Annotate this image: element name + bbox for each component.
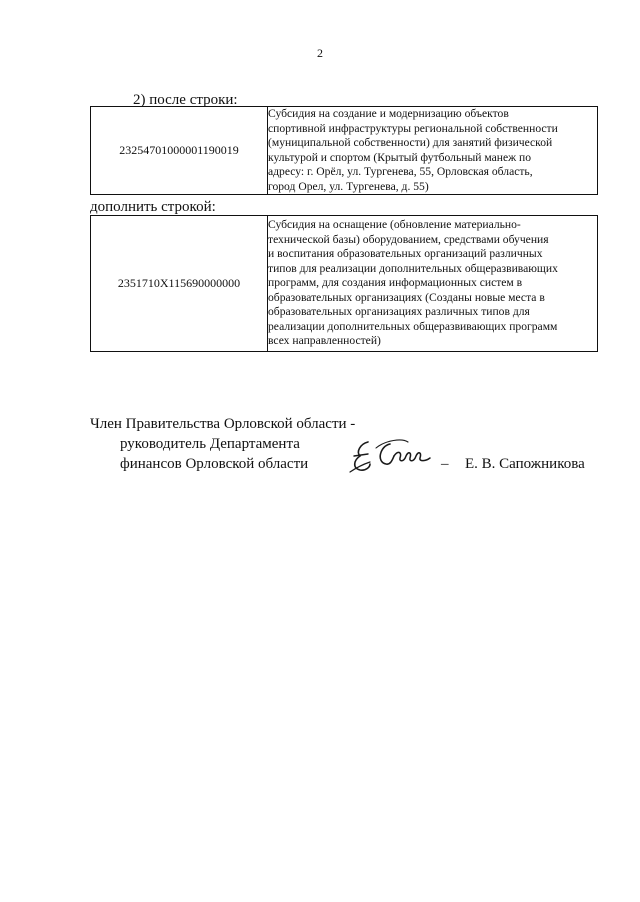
description-line: реализации дополнительных общеразвивающих программ <box>268 319 558 333</box>
page-number: 2 <box>317 46 323 60</box>
signatory-name: Е. В. Сапожникова <box>465 456 585 472</box>
handwritten-signature <box>346 434 446 478</box>
signatory-title-line-2: руководитель Департамента <box>120 436 300 452</box>
budget-code-table-existing <box>90 106 598 195</box>
budget-code-table-new <box>90 215 598 352</box>
budget-code-cell: 23254701000001190019 <box>91 107 268 195</box>
table-row <box>91 107 598 195</box>
signatory-title-line-1: Член Правительства Орловской области - <box>90 416 356 432</box>
description-line: город Орел, ул. Тургенева, д. 55) <box>268 179 429 193</box>
description-line: типов для реализации дополнительных общеразвивающих <box>268 261 558 275</box>
description-line: образовательных организациях (Созданы новые места в <box>268 290 545 304</box>
description-line: всех направленностей) <box>268 334 381 348</box>
description-line: образовательных организациях различных типов для <box>268 305 530 319</box>
description-line: и воспитания образовательных организаций различных <box>268 247 543 261</box>
item-heading: 2) после строки: <box>133 92 238 108</box>
description-line: программ, для создания информационных систем в <box>268 276 523 290</box>
description-line: культурой и спортом (Крытый футбольный манеж по <box>268 150 532 164</box>
signature-dash: – <box>441 456 449 472</box>
add-heading: дополнить строкой: <box>90 199 216 215</box>
table-row <box>91 216 598 352</box>
description-line: Субсидия на создание и модернизацию объектов <box>268 107 509 120</box>
description-line: (муниципальной собственности) для занятий физической <box>268 136 553 149</box>
description-line: адресу: г. Орёл, ул. Тургенева, 55, Орловская область, <box>268 165 533 178</box>
description-line: спортивной инфраструктуры региональной собственности <box>268 121 558 135</box>
description-cell <box>268 216 598 352</box>
description-line: технической базы) оборудованием, средствами обучения <box>268 232 549 246</box>
description-line: Субсидия на оснащение (обновление материально- <box>268 218 521 232</box>
budget-code-cell: 2351710X115690000000 <box>91 216 268 352</box>
signatory-title-line-3: финансов Орловской области <box>120 456 309 472</box>
description-cell <box>268 107 598 195</box>
